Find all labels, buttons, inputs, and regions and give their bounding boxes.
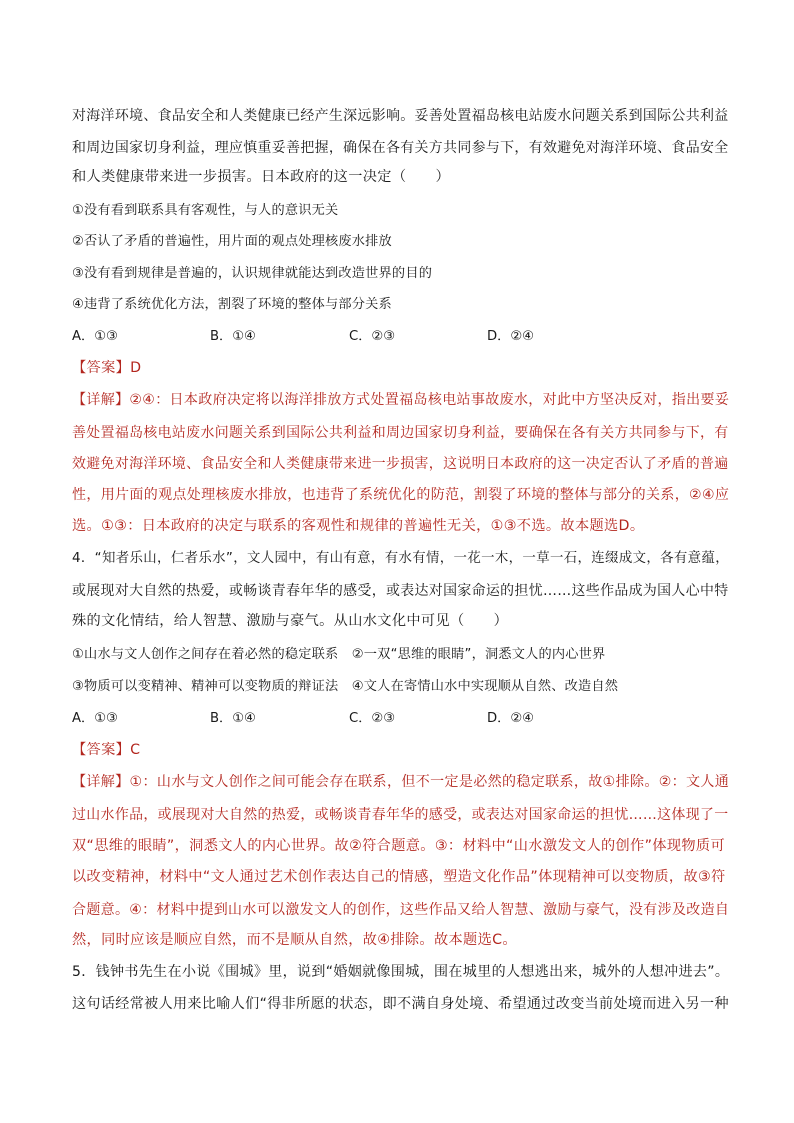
q3-option-1: ①没有看到联系具有客观性，与人的意识无关 bbox=[72, 203, 339, 218]
q4-detail-line-6: 然，同时应该是顺应自然，而不是顺从自然，故④排除。故本题选C。 bbox=[72, 932, 517, 948]
q3-detail-line-5: 选。①③：日本政府的决定与联系的客观性和规律的普遍性无关，①③不选。故本题选D。 bbox=[72, 518, 645, 534]
q3-choice-c: C．②③ bbox=[349, 329, 396, 344]
q3-detail-line-2: 善处置福岛核电站废水问题关系到国际公共利益和周边国家切身利益，要确保在各有关方共同参与下，有 bbox=[72, 425, 729, 441]
answer-value: D bbox=[130, 360, 142, 376]
answer-value: C bbox=[130, 742, 141, 758]
q4-answer bbox=[72, 739, 732, 759]
q3-choice-b: B．①④ bbox=[210, 329, 256, 344]
q4-stem-line-3: 殊的文化情结，给人智慧、激励与豪气。从山水文化中可见（ ） bbox=[72, 613, 509, 629]
q5-stem-line-1: 5．钱钟书先生在小说《围城》里，说到“婚姻就像围城，围在城里的人想逃出来，城外的人想冲进去”。 bbox=[72, 964, 730, 980]
q4-choice-d: D．②④ bbox=[487, 711, 534, 726]
q4-stem-line-1: 4．“知者乐山，仁者乐水”，文人园中，有山有意，有水有情，一花一木，一草一石，连缀成文，各有意蕴， bbox=[72, 551, 729, 566]
q4-stem-line-2: 或展现对大自然的热爱，或畅谈青春年华的感受，或表达对国家命运的担忧……这些作品成为国人心中特 bbox=[72, 583, 729, 599]
q3-option-2: ②否认了矛盾的普遍性，用片面的观点处理核废水排放 bbox=[72, 234, 392, 249]
q3-option-3: ③没有看到规律是普遍的，认识规律就能达到改造世界的目的 bbox=[72, 266, 433, 281]
q4-detail-line-5: 合题意。④：材料中提到山水可以激发文人的创作，这些作品又给人智慧、激励与豪气，没有涉及改造自 bbox=[72, 902, 730, 918]
detail-label: 【详解】 bbox=[72, 392, 130, 408]
q3-detail-line-4: 性，用片面的观点处理核废水排放，也违背了系统优化的防范，割裂了环境的整体与部分的关系，②④应 bbox=[72, 487, 730, 503]
q4-choice-c: C．②③ bbox=[349, 711, 396, 726]
q4-choice-a: A．①③ bbox=[72, 711, 118, 726]
q4-detail-line-2: 过山水作品，或展现对大自然的热爱，或畅谈青春年华的感受，或表达对国家命运的担忧……这体现了一 bbox=[72, 807, 729, 823]
q3-stem-line-3: 和人类健康带来进一步损害。日本政府的这一决定（ ） bbox=[72, 169, 450, 185]
q3-detail-line-1 bbox=[72, 389, 732, 409]
detail-text: ①：山水与文人创作之间可能会存在联系，但不一定是必然的稳定联系，故①排除。②：文人通 bbox=[129, 774, 730, 790]
q5-stem-line-2: 这句话经常被人用来比喻人们“得非所愿的状态，即不满自身处境、希望通过改变当前处境而进入另一种 bbox=[72, 996, 729, 1012]
q4-detail-line-1 bbox=[72, 771, 732, 791]
q4-detail-line-3: 双“思维的眼睛”，洞悉文人的内心世界。故②符合题意。③：材料中“山水激发文人的创作”体现物质可 bbox=[72, 838, 725, 854]
q3-detail-line-3: 效避免对海洋环境、食品安全和人类健康带来进一步损害，这说明日本政府的这一决定否认了矛盾的普遍 bbox=[72, 456, 729, 472]
detail-text: ②④：日本政府决定将以海洋排放方式处置福岛核电站事故废水，对此中方坚决反对，指出要妥 bbox=[129, 392, 730, 408]
q4-option-row-2: ③物质可以变精神、精神可以变物质的辩证法 ④文人在寄情山水中实现顺从自然、改造自然 bbox=[72, 679, 619, 694]
answer-label: 【答案】 bbox=[72, 360, 131, 376]
q3-choice-d: D．②④ bbox=[487, 329, 534, 344]
q3-choice-a: A．①③ bbox=[72, 329, 118, 344]
q3-stem-line-1: 对海洋环境、食品安全和人类健康已经产生深远影响。妥善处置福岛核电站废水问题关系到国际公共利益 bbox=[72, 108, 729, 124]
q4-choice-b: B．①④ bbox=[210, 711, 256, 726]
q4-option-row-1: ①山水与文人创作之间存在着必然的稳定联系 ②一双“思维的眼睛”，洞悉文人的内心世界 bbox=[72, 647, 606, 662]
q3-option-4: ④违背了系统优化方法，割裂了环境的整体与部分关系 bbox=[72, 297, 392, 312]
q3-stem-line-2: 和周边国家切身利益，理应慎重妥善把握，确保在各有关方共同参与下，有效避免对海洋环境、食品安全 bbox=[72, 140, 729, 156]
q3-answer bbox=[72, 357, 732, 377]
detail-label: 【详解】 bbox=[72, 774, 130, 790]
answer-label: 【答案】 bbox=[72, 742, 131, 758]
q4-detail-line-4: 以改变精神，材料中“文人通过艺术创作表达自己的情感，塑造文化作品”体现精神可以变物质，故③符 bbox=[72, 869, 726, 885]
